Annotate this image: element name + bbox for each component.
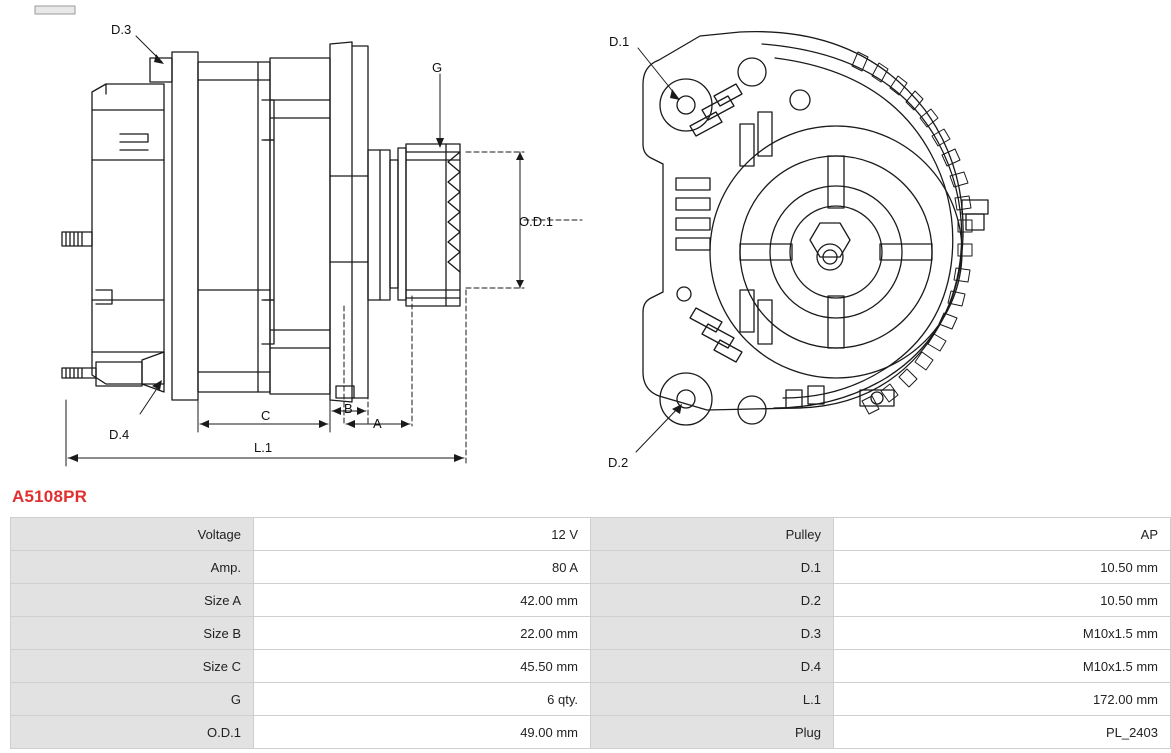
- spec-label-d1: D.1: [591, 551, 834, 584]
- table-row: [11, 683, 1171, 716]
- spec-value-size-c: 45.50 mm: [254, 650, 591, 683]
- label-b: B: [344, 401, 353, 416]
- spec-value-l1: 172.00 mm: [834, 683, 1171, 716]
- table-row: [11, 617, 1171, 650]
- label-d3: D.3: [111, 22, 132, 37]
- spec-value-g: 6 qty.: [254, 683, 591, 716]
- spec-value-pulley: AP: [834, 518, 1171, 551]
- label-od1: O.D.1: [519, 214, 553, 229]
- spec-label-size-c: Size C: [11, 650, 254, 683]
- part-number: A5108PR: [12, 487, 88, 506]
- spec-value-amp: 80 A: [254, 551, 591, 584]
- table-row: [11, 650, 1171, 683]
- spec-label-pulley: Pulley: [591, 518, 834, 551]
- spec-value-voltage: 12 V: [254, 518, 591, 551]
- spec-value-d3: M10x1.5 mm: [834, 617, 1171, 650]
- spec-label-od1: O.D.1: [11, 716, 254, 749]
- spec-label-d2: D.2: [591, 584, 834, 617]
- label-c: C: [261, 408, 271, 423]
- spec-value-od1: 49.00 mm: [254, 716, 591, 749]
- spec-label-size-a: Size A: [11, 584, 254, 617]
- table-row: [11, 716, 1171, 749]
- spec-value-d2: 10.50 mm: [834, 584, 1171, 617]
- spec-label-plug: Plug: [591, 716, 834, 749]
- spec-value-size-b: 22.00 mm: [254, 617, 591, 650]
- label-l1: L.1: [254, 440, 273, 455]
- table-row: [11, 551, 1171, 584]
- spec-label-size-b: Size B: [11, 617, 254, 650]
- label-d1: D.1: [609, 34, 630, 49]
- spec-value-size-a: 42.00 mm: [254, 584, 591, 617]
- spec-value-d4: M10x1.5 mm: [834, 650, 1171, 683]
- spec-value-plug: PL_2403: [834, 716, 1171, 749]
- spec-label-d4: D.4: [591, 650, 834, 683]
- label-d2: D.2: [608, 455, 629, 470]
- spec-value-d1: 10.50 mm: [834, 551, 1171, 584]
- table-row: [11, 584, 1171, 617]
- spec-label-d3: D.3: [591, 617, 834, 650]
- spec-label-g: G: [11, 683, 254, 716]
- label-a: A: [373, 416, 382, 431]
- label-d4: D.4: [109, 427, 130, 442]
- specification-table: [10, 517, 1171, 749]
- table-row: [11, 518, 1171, 551]
- spec-label-amp: Amp.: [11, 551, 254, 584]
- label-g: G: [432, 60, 443, 75]
- spec-label-l1: L.1: [591, 683, 834, 716]
- spec-label-voltage: Voltage: [11, 518, 254, 551]
